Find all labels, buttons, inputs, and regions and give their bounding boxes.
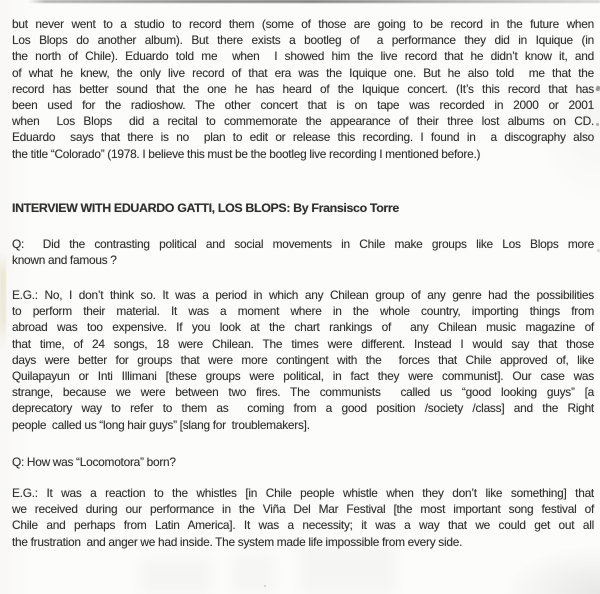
paragraph-bootleg-record-history: but never went to a studio to record them (some of those are going to be record in the future when Los Blops do another album). But there exists a bootleg of a performance they did in Iquique (in the north of Chile). Eduardo told me when I showed him the live record that he didn’t know it, and of what he knew, the only live record of that era was the Iquique one. But he also told me that the record has better sound that the one he has heard of the Iquique concert. (It’s this record that has been used for the radioshow. The other concert that is on tape was recorded in 2000 or 2001 when Los Blops did a recital to commemorate the appearance of their three lost albums on CD. Eduardo says that there is no plan to edit or release this recording. I found in a discography also the title “Colorado” (1978. I believe this must be the bootleg live recording I mentioned before.): [12, 17, 594, 161]
scan-artifact-right-edge-mark-2: [596, 123, 599, 126]
interview-question-2: Q: How was “Locomotora” born?: [12, 455, 176, 469]
scan-artifact-left-edge-streak: [0, 253, 6, 349]
scan-artifact-bottom-band-3: [300, 546, 396, 594]
scan-artifact-bottom-band-2: [232, 554, 274, 594]
interview-heading: INTERVIEW WITH EDUARDO GATTI, LOS BLOPS: By Fransisco Torre: [12, 201, 399, 215]
scan-artifact-bottom-band-1: [140, 560, 212, 594]
scan-artifact-top-edge: [28, 0, 600, 3]
scan-artifact-right-edge-mark-1: [595, 86, 600, 92]
interview-answer-2: E.G.: It was a reaction to the whistles [in Chile people whistle when they don’t like something] that we received during our performance in the Viña Del Mar Festival [the most important song festival of Chile and perhaps from Latin America]. It was a necessity; it was a way that we could get out all the frustration and anger we had inside. The system made life impossible from every side.: [12, 486, 594, 549]
interview-answer-1: E.G.: No, I don’t think so. It was a period in which any Chilean group of any genre had the possibilities to perform their material. It was a moment where in the whole country, importing things from abroad was too expensive. If you look at the chart rankings of any Chilean music magazine of that time, of 24 songs, 18 were Chilean. The times were different. Instead I would say that those days were better for groups that were more contingent with the forces that Chile approved of, like Quilapayun or Inti Illimani [these groups were political, in fact they were communist]. Our case was strange, because we were between two fires. The communists called us “good looking guys” [a deprecatory way to refer to them as coming from a good position /society /class] and the Right people called us “long hair guys” [slang for troublemakers].: [12, 288, 594, 432]
interview-question-1: Q: Did the contrasting political and social movements in Chile make groups like Los Blops more known and famous ?: [12, 237, 594, 268]
scan-artifact-bottom-speck: [264, 585, 266, 587]
